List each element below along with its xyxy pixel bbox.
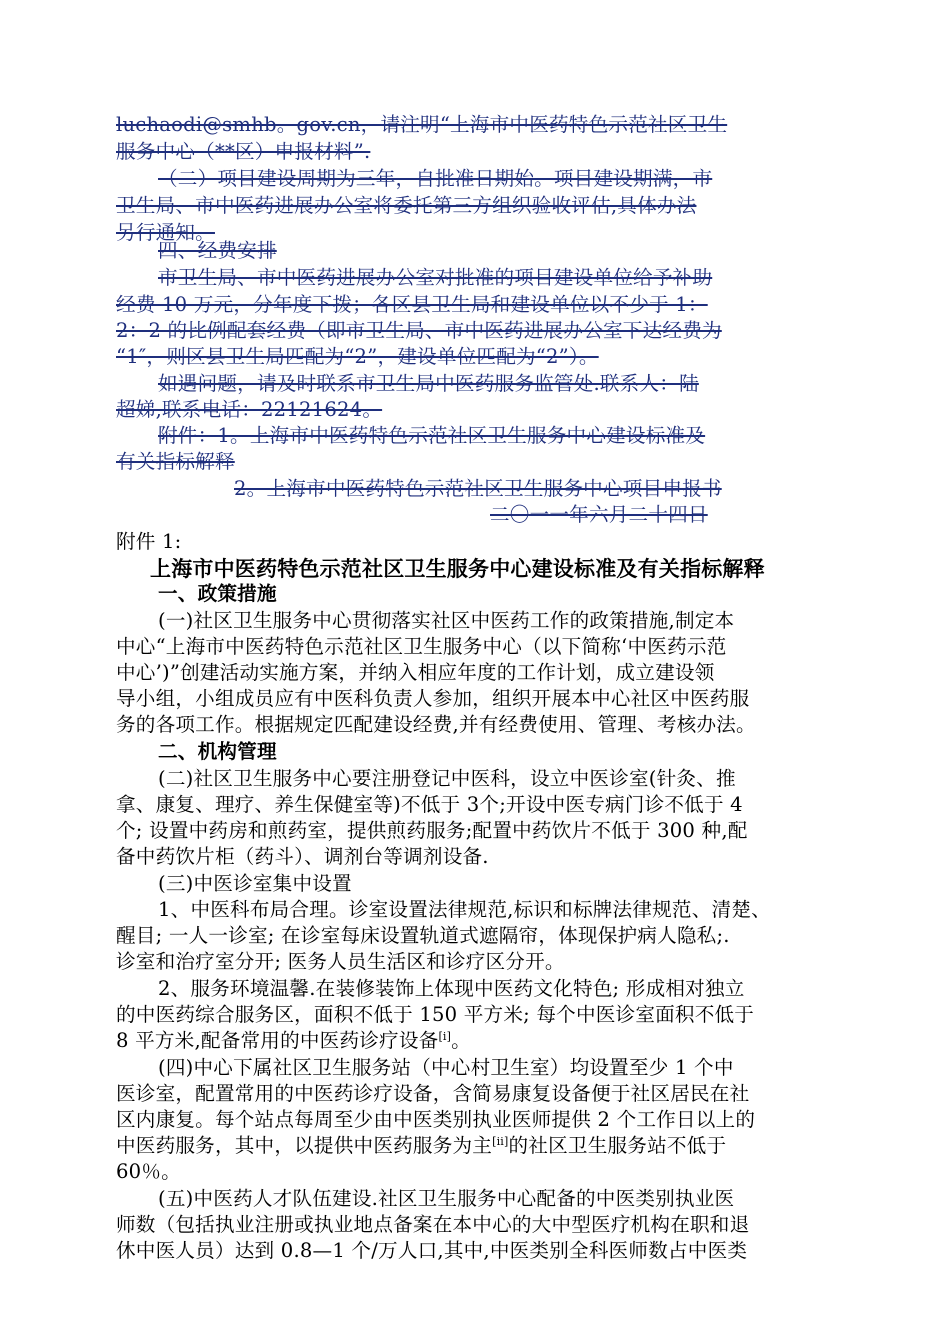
paragraph-line: 醒目; 一人一诊室; 在诊室每床设置轨道式遮隔帘，体现保护病人隐私;.: [116, 924, 730, 947]
paragraph-text: 的社区卫生服务站不低于: [508, 1134, 727, 1157]
paragraph-line: 1、中医科布局合理。诊室设置法律规范,标识和标牌法律规范、清楚、: [158, 898, 771, 921]
paragraph-line: (五)中医药人才队伍建设.社区卫生服务中心配备的中医类别执业医: [158, 1187, 735, 1210]
deleted-line: 附件：1。上海市中医药特色示范社区卫生服务中心建设标准及: [158, 424, 706, 447]
footnote-ref[interactable]: [i]: [438, 1030, 452, 1043]
deleted-line: 经费 10 万元，分年度下拨；各区县卫生局和建设单位以不少于 1：: [116, 293, 708, 316]
paragraph-line: 备中药饮片柜（药斗）、调剂台等调剂设备.: [116, 845, 489, 868]
attachment-label: 附件 1:: [116, 530, 182, 553]
paragraph-line: 诊室和治疗室分开; 医务人员生活区和诊疗区分开。: [116, 950, 565, 973]
paragraph-line: 区内康复。每个站点每周至少由中医类别执业医师提供 2 个工作日以上的: [116, 1108, 756, 1131]
deleted-line: 如遇问题，请及时联系市卫生局中医药服务监管处.联系人：陆: [158, 372, 699, 395]
paragraph-line: [116, 1133, 726, 1159]
paragraph-line: 师数（包括执业注册或执业地点备案在本中心的大中型医疗机构在职和退: [116, 1213, 750, 1236]
paragraph-text: 。: [451, 1029, 471, 1052]
deleted-line: 卫生局、市中医药进展办公室将委托第三方组织验收评估,具体办法: [116, 194, 697, 217]
paragraph-line: (四)中心下属社区卫生服务站（中心村卫生室）均设置至少 1 个中: [158, 1056, 734, 1079]
footnote-ref[interactable]: [ii]: [492, 1135, 509, 1148]
deleted-line: luchaodi@smhb。gov.cn，请注明“上海市中医药特色示范社区卫生: [116, 113, 728, 136]
paragraph-line: 中心“上海市中医药特色示范社区卫生服务中心（以下简称‘中医药示范: [116, 635, 727, 658]
paragraph-text: 8 平方米,配备常用的中医药诊疗设备: [116, 1029, 439, 1052]
document-title: 上海市中医药特色示范社区卫生服务中心建设标准及有关指标解释: [150, 556, 765, 581]
paragraph-line: [116, 1028, 471, 1054]
deleted-line: 另行通知。: [116, 221, 215, 244]
paragraph-line: 导小组，小组成员应有中医科负责人参加，组织开展本中心社区中医药服: [116, 687, 750, 710]
paragraph-line: (二)社区卫生服务中心要注册登记中医科，设立中医诊室(针灸、推: [158, 767, 736, 790]
deleted-line: 2。上海市中医药特色示范社区卫生服务中心项目申报书: [234, 477, 722, 500]
deleted-line: 超娣,联系电话：22121624。: [116, 398, 383, 421]
paragraph-line: 60％。: [116, 1160, 181, 1183]
paragraph-line: 医诊室，配置常用的中医药诊疗设备，含简易康复设备便于社区居民在社: [116, 1082, 750, 1105]
paragraph-line: 务的各项工作。根据规定匹配建设经费,并有经费使用、管理、考核办法。: [116, 713, 756, 736]
deleted-line: 服务中心（**区）申报材料”.: [116, 140, 371, 163]
deleted-line: （二）项目建设周期为三年，自批准日期始。项目建设期满，市: [158, 167, 713, 190]
paragraph-line: 拿、康复、理疗、养生保健室等)不低于 3个;开设中医专病门诊不低于 4: [116, 793, 743, 816]
deleted-section-heading: 四、经费安排: [158, 239, 277, 262]
deleted-line: 2：2 的比例配套经费（即市卫生局、市中医药进展办公室下达经费为: [116, 319, 722, 342]
paragraph-line: 中心’)”创建活动实施方案，并纳入相应年度的工作计划，成立建设领: [116, 661, 715, 684]
section-heading: 二、机构管理: [158, 740, 277, 763]
paragraph-line: 的中医药综合服务区，面积不低于 150 平方米; 每个中医诊室面积不低于: [116, 1003, 755, 1026]
deleted-line: 市卫生局、市中医药进展办公室对批准的项目建设单位给予补助: [158, 266, 713, 289]
paragraph-line: 休中医人员）达到 0.8—1 个/万人口,其中,中医类别全科医师数占中医类: [116, 1239, 748, 1262]
paragraph-line: (一)社区卫生服务中心贯彻落实社区中医药工作的政策措施,制定本: [158, 609, 735, 632]
deleted-date: 二〇一一年六月二十四日: [490, 503, 708, 526]
deleted-line: “1″，则区县卫生局匹配为“2”，建设单位匹配为“2”）。: [116, 345, 599, 368]
paragraph-text: 中医药服务，其中，以提供中医药服务为主: [116, 1134, 493, 1157]
paragraph-line: 个; 设置中药房和煎药室，提供煎药服务;配置中药饮片不低于 300 种,配: [116, 819, 748, 842]
section-heading: 一、政策措施: [158, 582, 277, 605]
paragraph-line: (三)中医诊室集中设置: [158, 872, 352, 895]
deleted-line: 有关指标解释: [116, 450, 235, 473]
paragraph-line: 2、服务环境温馨.在装修装饰上体现中医药文化特色; 形成相对独立: [158, 977, 745, 1000]
